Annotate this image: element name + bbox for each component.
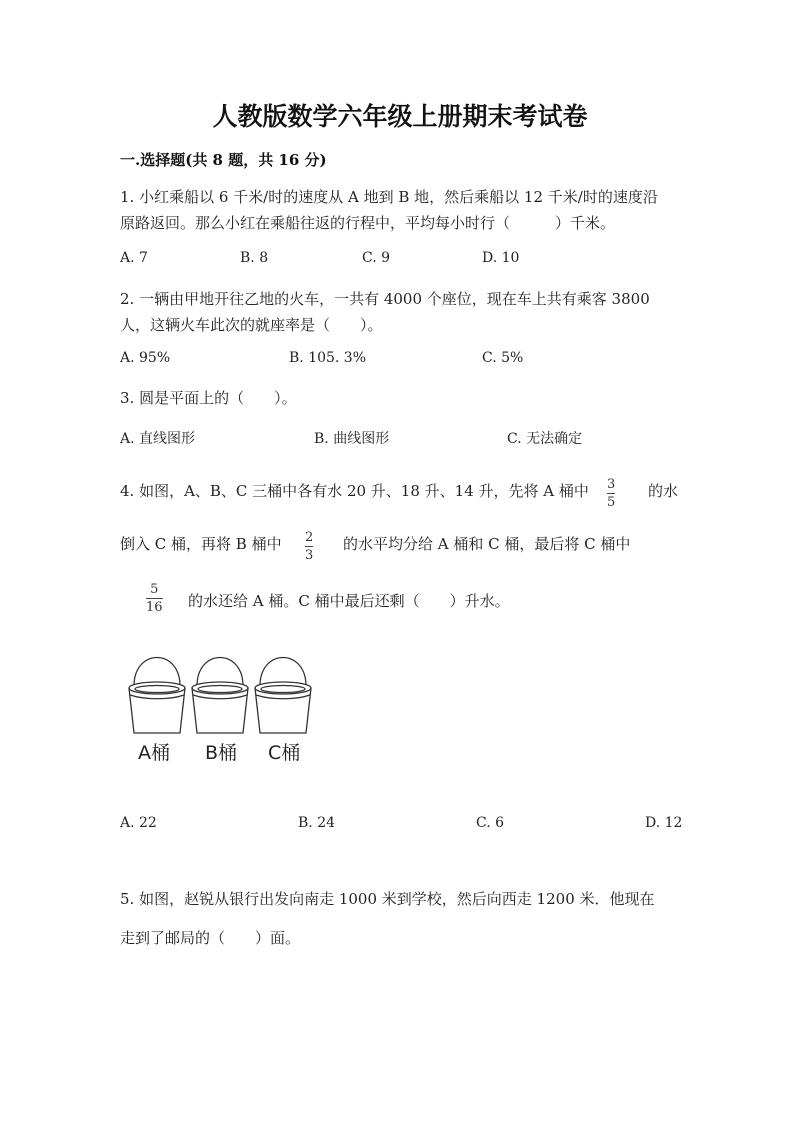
fraction-bar xyxy=(146,598,163,599)
fraction-numerator: 3 xyxy=(607,477,616,492)
question-5-line-2: 走到了邮局的（ ）面。 xyxy=(120,929,301,947)
fraction-denominator: 3 xyxy=(305,548,314,563)
q1-option-a: A. 7 xyxy=(120,250,148,266)
q4-option-d: D. 12 xyxy=(645,815,683,831)
fraction-numerator: 5 xyxy=(150,582,159,597)
question-2-line-2: 人，这辆火车此次的就座率是（ ）。 xyxy=(120,316,383,334)
fraction-two-thirds xyxy=(305,530,313,563)
q3-option-b: B. 曲线图形 xyxy=(314,431,390,447)
question-2-line-1: 2. 一辆由甲地开往乙地的火车，一共有 4000 个座位，现在车上共有乘客 3800 xyxy=(120,290,650,308)
q1-option-d: D. 10 xyxy=(482,250,520,266)
q2-option-a: A. 95% xyxy=(120,350,171,366)
q4-option-b: B. 24 xyxy=(298,815,336,831)
bucket-a-label: A桶 xyxy=(138,742,170,764)
q4-option-c: C. 6 xyxy=(476,815,505,831)
question-1-line-1: 1. 小红乘船以 6 千米/时的速度从 A 地到 B 地，然后乘船以 12 千米/时的速度沿 xyxy=(120,188,658,206)
fraction-denominator: 5 xyxy=(607,495,616,510)
question-5-line-1: 5. 如图，赵锐从银行出发向南走 1000 米到学校，然后向西走 1200 米．他现在 xyxy=(120,890,655,908)
q2-option-c: C. 5% xyxy=(482,350,524,366)
buckets-figure xyxy=(120,648,320,738)
bucket-a-icon xyxy=(129,658,185,734)
question-1-line-2: 原路返回。那么小红在乘船往返的行程中，平均每小时行（ ）千米。 xyxy=(120,214,616,232)
bucket-b-label: B桶 xyxy=(205,742,238,764)
fraction-three-fifths xyxy=(607,477,615,510)
question-4-line-2-end: 的水平均分给 A 桶和 C 桶，最后将 C 桶中 xyxy=(343,535,631,553)
section-heading: 一.选择题(共 8 题，共 16 分) xyxy=(120,151,327,169)
page-title: 人教版数学六年级上册期末考试卷 xyxy=(212,102,588,131)
question-4-line-1-end: 的水 xyxy=(648,482,679,500)
q4-option-a: A. 22 xyxy=(120,815,157,831)
fraction-numerator: 2 xyxy=(305,530,314,545)
question-4-line-3: 的水还给 A 桶。C 桶中最后还剩（ ）升水。 xyxy=(188,592,510,610)
fraction-bar xyxy=(607,493,615,494)
question-3-line-1: 3. 圆是平面上的（ ）。 xyxy=(120,389,297,407)
q2-option-b: B. 105. 3% xyxy=(289,350,367,366)
fraction-denominator: 16 xyxy=(146,600,163,615)
question-4-line-1: 4. 如图，A、B、C 三桶中各有水 20 升、18 升、14 升，先将 A 桶中 xyxy=(120,482,589,500)
bucket-c-icon xyxy=(255,658,311,734)
q1-option-c: C. 9 xyxy=(362,250,391,266)
bucket-c-label: C桶 xyxy=(268,742,301,764)
q1-option-b: B. 8 xyxy=(240,250,269,266)
q3-option-a: A. 直线图形 xyxy=(120,431,196,447)
bucket-b-icon xyxy=(192,658,248,734)
question-4-line-2-start: 倒入 C 桶，再将 B 桶中 xyxy=(120,535,282,553)
q3-option-c: C. 无法确定 xyxy=(507,431,583,447)
fraction-five-sixteenths xyxy=(146,582,163,615)
fraction-bar xyxy=(305,546,313,547)
